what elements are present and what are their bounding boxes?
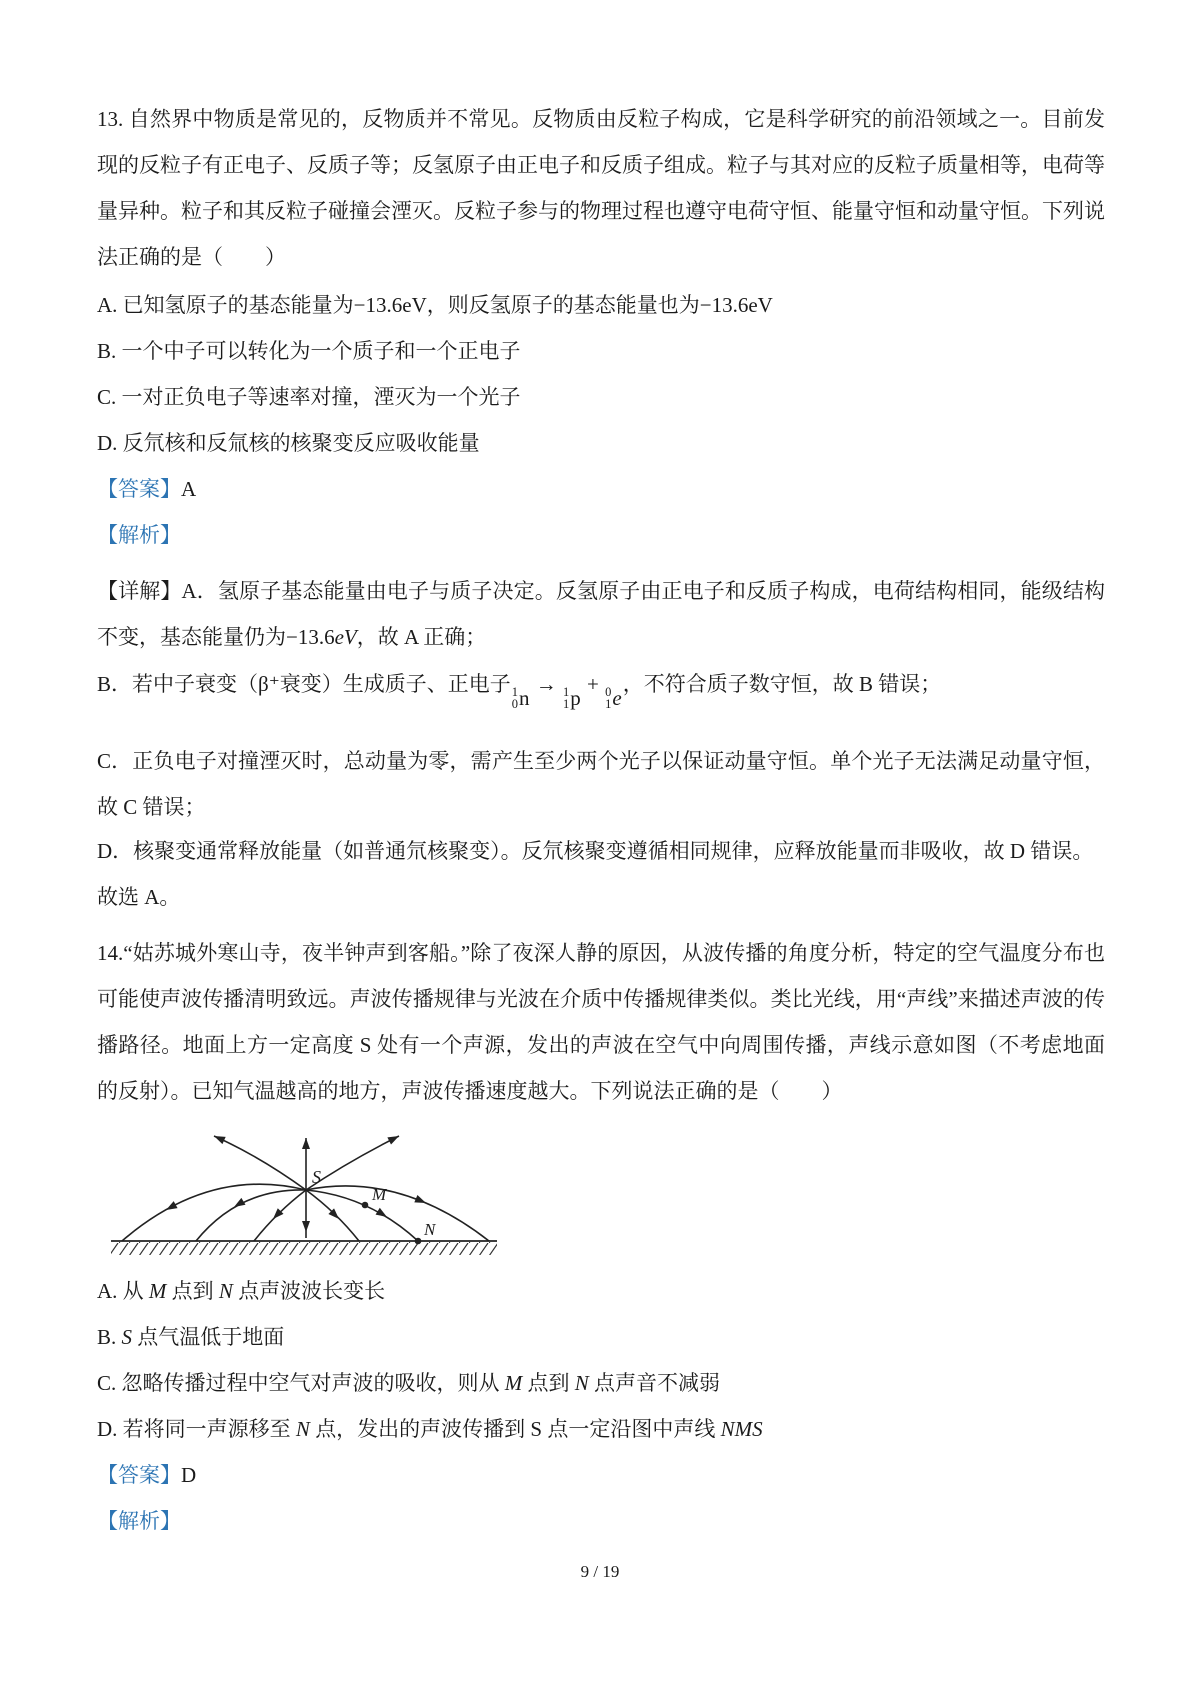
page-number: 9 / 19	[580, 1562, 620, 1581]
q13-option-d: D. 反氘核和反氚核的核聚变反应吸收能量	[97, 431, 480, 455]
q14-option-b: B. S 点气温低于地面	[97, 1325, 285, 1349]
q13-option-c: C. 一对正负电子等速率对撞，湮灭为一个光子	[97, 385, 521, 409]
q13-answer-line	[97, 476, 1105, 502]
sound-rays-svg	[109, 1126, 501, 1258]
q14-stem: 14.“姑苏城外寒山寺，夜半钟声到客船。”除了夜深人静的原因，从波传播的角度分析，特定的空气温度分布也可能使声波传播清明致远。声波传播规律与光波在介质中传播规律类似。类比光线，用“声线”来描述声波的传播路径。地面上方一定高度 S 处有一个声源，发出的声波在空气中向周围传播，声线示意如图（不考虑地面的反射）。已知气温越高的地方，声波传播速度越大。下列说法正确的是（ ）	[97, 941, 1105, 1103]
q14-option-a: A. 从 M 点到 N 点声波波长变长	[97, 1279, 386, 1303]
point-n-dot	[415, 1238, 422, 1245]
point-n-label: N	[424, 1220, 436, 1239]
answer-label: 【答案】	[97, 1463, 181, 1487]
detail-label: 【详解】	[97, 579, 182, 603]
source-label: S	[312, 1167, 321, 1187]
point-m-label: M	[372, 1185, 387, 1204]
q13-detail-d: D．核聚变通常释放能量（如普通氘核聚变）。反氘核聚变遵循相同规律，应释放能量而非吸收，故 D 错误。	[97, 839, 1094, 863]
answer-label: 【答案】	[97, 477, 181, 501]
q13-detail-b: B．若中子衰变（β⁺衰变）生成质子、正电子 1 0 n → 1 1 p + 0 1 e ，不符合质子数守恒，故 B 错误；	[97, 672, 942, 711]
sound-rays-figure	[109, 1126, 1105, 1258]
point-m-dot	[362, 1202, 369, 1209]
q13-detail-a	[97, 568, 1105, 660]
q13-detail-a-text: A．氢原子基态能量由电子与质子决定。反氢原子由正电子和反质子构成，电荷结构相同，能级结构不变，基态能量仍为−13.6eV，故 A 正确；	[97, 579, 1105, 649]
q13-option-b: B. 一个中子可以转化为一个质子和一个正电子	[97, 339, 521, 363]
q14-analysis-line	[97, 1508, 1105, 1534]
analysis-label: 【解析】	[97, 1509, 181, 1533]
ground-hatching	[111, 1242, 497, 1255]
q13-option-a: A. 已知氢原子的基态能量为−13.6eV，则反氢原子的基态能量也为−13.6eV	[97, 293, 773, 317]
q14-answer-line	[97, 1462, 1105, 1488]
analysis-label: 【解析】	[97, 523, 181, 547]
q13-analysis-line	[97, 522, 1105, 548]
q13-detail-c: C．正负电子对撞湮灭时，总动量为零，需产生至少两个光子以保证动量守恒。单个光子无法满足动量守恒，故 C 错误；	[97, 749, 1105, 819]
q14-option-c: C. 忽略传播过程中空气对声波的吸收，则从 M 点到 N 点声音不减弱	[97, 1371, 721, 1395]
q13-conclusion: 故选 A。	[97, 885, 181, 909]
q13-answer-value: A	[181, 477, 197, 501]
q14-answer-value: D	[181, 1463, 197, 1487]
q14-option-d: D. 若将同一声源移至 N 点，发出的声波传播到 S 点一定沿图中声线 NMS	[97, 1417, 763, 1441]
q13-stem: 13. 自然界中物质是常见的，反物质并不常见。反物质由反粒子构成，它是科学研究的前沿领域之一。目前发现的反粒子有正电子、反质子等；反氢原子由正电子和反质子组成。粒子与其对应的反粒子质量相等，电荷等量异种。粒子和其反粒子碰撞会湮灭。反粒子参与的物理过程也遵守电荷守恒、能量守恒和动量守恒。下列说法正确的是（ ）	[97, 107, 1105, 269]
